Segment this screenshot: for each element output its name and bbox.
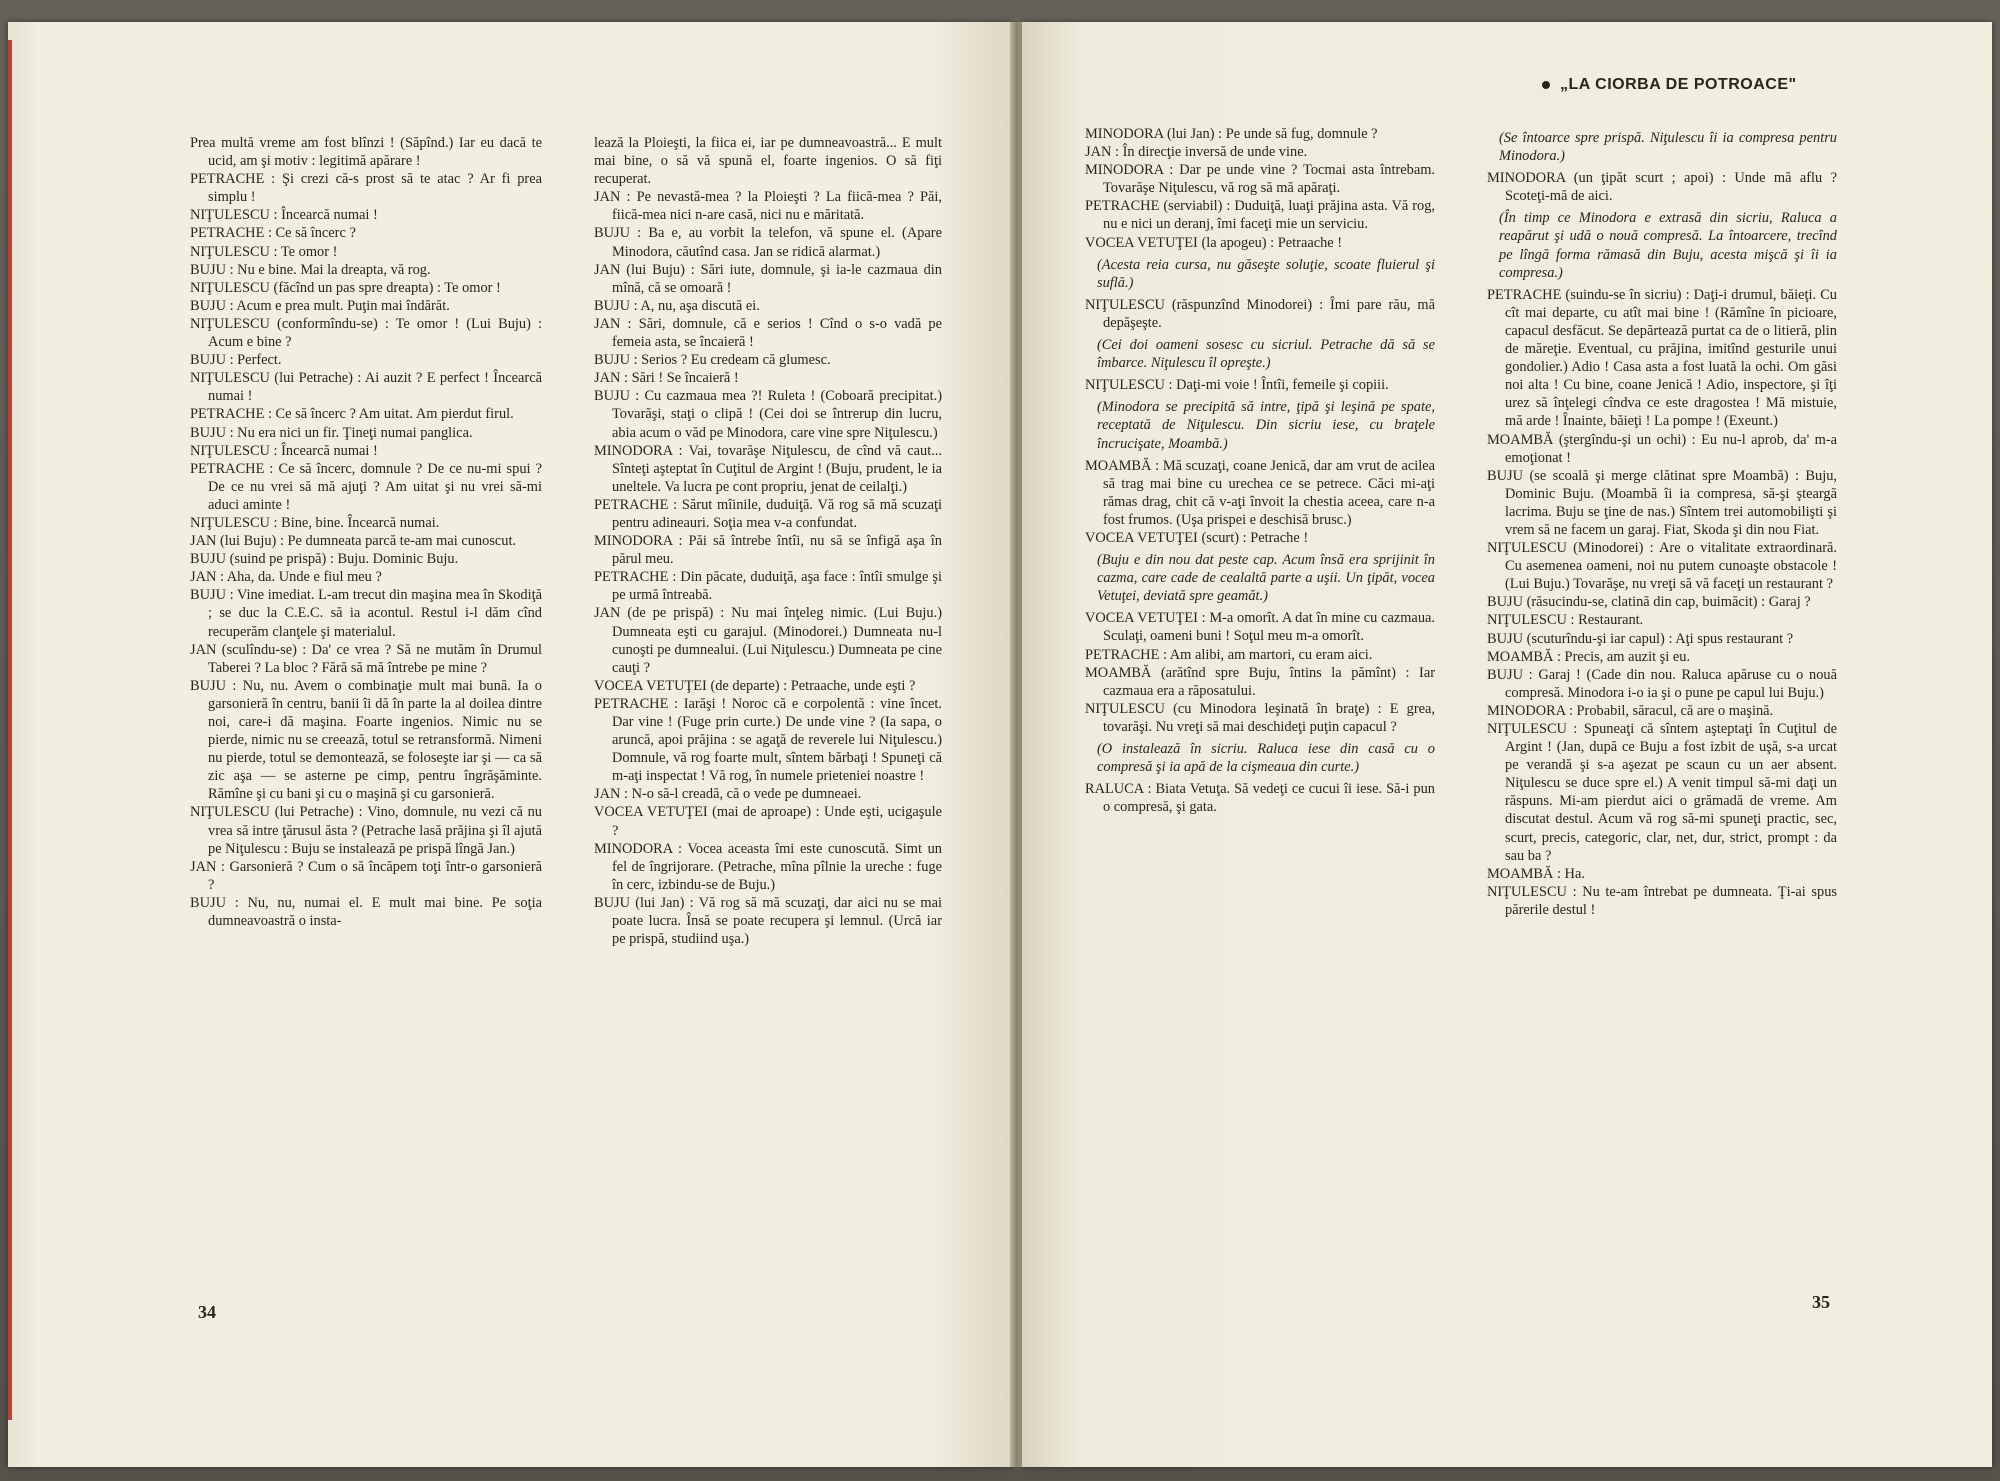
dialogue-line: NIŢULESCU (cu Minodora leşinată în braţe) : E grea, tovarăşi. Nu vreţi să mai deschideţi puţin capacul ? bbox=[1085, 700, 1435, 735]
dialogue-line: BUJU : Acum e prea mult. Puţin mai îndărăt. bbox=[190, 297, 450, 314]
stage-direction: (Acesta reia cursa, nu găseşte soluţie, scoate fluierul şi suflă.) bbox=[1097, 256, 1435, 291]
dialogue-line: BUJU (scuturîndu-şi iar capul) : Aţi spus restaurant ? bbox=[1487, 630, 1794, 647]
stage-direction: (Se întoarce spre prispă. Niţulescu îi ia compresa pentru Minodora.) bbox=[1499, 130, 1837, 165]
dialogue-line: PETRACHE : Din păcate, duduiţă, aşa face : întîi smulge şi pe urmă întreabă. bbox=[594, 569, 942, 604]
dialogue-line: MINODORA : Dar pe unde vine ? Tocmai asta întrebam. Tovarăşe Niţulescu, vă rog să mă apăraţi. bbox=[1085, 162, 1435, 197]
dialogue-line: JAN : Sări ! Se încaieră ! bbox=[594, 370, 739, 387]
dialogue-line: PETRACHE : Iarăşi ! Noroc că e corpolentă : vine încet. Dar vine ! (Fuge prin curte.) De unde vine ? (Ia sapa, o aruncă, apoi prăjina : se agaţă de reverele lui Niţulescu.) Domnule, vă rog foarte mult, sîntem bărbaţi ! Spuneţi că m-aţi inspectat ! Vă rog, în numele prieteniei noastre ! bbox=[594, 695, 942, 785]
dialogue-line: VOCEA VETUŢEI (de departe) : Petraache, unde eşti ? bbox=[594, 677, 916, 694]
dialogue-line: BUJU : Serios ? Eu credeam că glumesc. bbox=[594, 352, 831, 369]
dialogue-line: JAN : N-o să-l creadă, că o vede pe dumneaei. bbox=[594, 786, 862, 803]
dialogue-line: lează la Ploieşti, la fiica ei, iar pe dumneavoastră... E mult mai bine, o să vă spună el, foarte ingenios. O să fiţi recuperat. bbox=[594, 135, 942, 188]
dialogue-line: JAN (sculîndu-se) : Da' ce vrea ? Să ne mutăm în Drumul Taberei ? La bloc ? Fără să mă întrebe pe mine ? bbox=[190, 641, 542, 676]
dialogue-line: PETRACHE : Am alibi, am martori, cu eram aici. bbox=[1085, 646, 1373, 663]
dialogue-line: BUJU : Vine imediat. L-am trecut din maşina mea în Skodiţă ; se duc la C.E.C. să ia acontul. Restul i-l dăm cînd recuperăm clanţele şi materialul. bbox=[190, 587, 542, 640]
dialogue-line: BUJU : Nu e bine. Mai la dreapta, vă rog. bbox=[190, 261, 431, 278]
right-column-2 bbox=[1487, 125, 1837, 919]
dialogue-line: MINODORA (lui Jan) : Pe unde să fug, domnule ? bbox=[1085, 126, 1378, 142]
dialogue-line: MOAMBĂ : Ha. bbox=[1487, 865, 1585, 882]
dialogue-line: NIŢULESCU (lui Petrache) : Vino, domnule, nu vezi că nu vrea să intre ţărusul ăsta ? (Petrache lasă prăjina şi îl ajută pe Niţulescu : Buju se instalează pe prispă lîngă Jan.) bbox=[190, 804, 542, 857]
dialogue-line: MINODORA : Vai, tovarăşe Niţulescu, de cînd vă caut... Sînteţi aşteptat în Cuţitul de Argint ! (Buju, prudent, le ia uneltele. Va lucra pe cont propriu, jenat de ceilalţi.) bbox=[594, 442, 942, 495]
dialogue-line: NIŢULESCU : Bine, bine. Încearcă numai. bbox=[190, 514, 440, 531]
dialogue-line: PETRACHE : Ce să încerc ? bbox=[190, 225, 356, 242]
dialogue-line: MINODORA (un ţipăt scurt ; apoi) : Unde mă aflu ? Scoteţi-mă de aici. bbox=[1487, 170, 1837, 205]
dialogue-line: NIŢULESCU (conformîndu-se) : Te omor ! (Lui Buju) : Acum e bine ? bbox=[190, 315, 542, 351]
page-number-left: 34 bbox=[198, 1302, 216, 1322]
dialogue-line: JAN : Pe nevastă-mea ? la Ploieşti ? La fiică-mea ? Păi, fiică-mea nici n-are casă, nici nu e măritată. bbox=[594, 189, 942, 224]
dialogue-line: MOAMBĂ (arătînd spre Buju, întins la pămînt) : Iar cazmaua era a răposatului. bbox=[1085, 664, 1435, 699]
dialogue-line: NIŢULESCU (lui Petrache) : Ai auzit ? E perfect ! Încearcă numai ! bbox=[190, 370, 542, 405]
dialogue-line: NIŢULESCU : Nu te-am întrebat pe dumneata. Ţi-ai spus părerile destul ! bbox=[1487, 883, 1837, 918]
dialogue-line: NIŢULESCU : Spuneaţi că sîntem aşteptaţi în Cuţitul de Argint ! (Jan, după ce Buju a fost izbit de uşă, s-a urcat pe verandă şi s-a aşezat pe scaun cu un aer absent. Niţulescu se duce spre el.) A venit timpul să-mi daţi un răspuns. Mi-am pierdut aici o grămadă de vreme. Am discutat destul. Acum vă rog să-mi spuneţi practic, sec, scurt, precis, categoric, clar, net, dur, strict, prompt : da sau ba ? bbox=[1487, 721, 1837, 864]
dialogue-line: JAN (de pe prispă) : Nu mai înţeleg nimic. (Lui Buju.) Dumneata eşti cu garajul. (Minodorei.) Dumneata nu-l cunoşti pe dumnealui. (Lui Niţulescu.) Dumneata pe cine cauţi ? bbox=[594, 605, 942, 676]
dialogue-line: PETRACHE : Ce să încerc, domnule ? De ce nu-mi spui ? De ce nu vrei să mă ajuţi ? Am uitat şi nu vrei să-mi aduci aminte ! bbox=[190, 460, 542, 513]
dialogue-line: PETRACHE : Ce să încerc ? Am uitat. Am pierdut firul. bbox=[190, 406, 514, 423]
dialogue-line: NIŢULESCU : Daţi-mi voie ! Întîi, femeile şi copiii. bbox=[1085, 377, 1389, 394]
binding-edge bbox=[8, 40, 12, 1420]
dialogue-line: BUJU : Garaj ! (Cade din nou. Raluca apăruse cu o nouă compresă. Minodora i-o ia şi o pune pe capul lui Buju.) bbox=[1487, 666, 1837, 701]
dialogue-line: BUJU : Perfect. bbox=[190, 352, 282, 369]
dialogue-line: VOCEA VETUŢEI (mai de aproape) : Unde eşti, ucigaşule ? bbox=[594, 804, 942, 839]
right-column-1 bbox=[1085, 125, 1435, 816]
dialogue-line: BUJU : Nu era nici un fir. Ţineţi numai panglica. bbox=[190, 424, 473, 441]
bullet-icon bbox=[1542, 81, 1550, 89]
left-column-1 bbox=[190, 134, 542, 930]
dialogue-line: JAN : Garsonieră ? Cum o să încăpem toţi într-o garsonieră ? bbox=[190, 858, 542, 893]
header-title: „LA CIORBA DE POTROACE" bbox=[1560, 76, 1797, 93]
stage-direction: (O instalează în sicriu. Raluca iese din casă cu o compresă şi ia apă de la cişmeaua din curte.) bbox=[1097, 741, 1435, 776]
page-number-right: 35 bbox=[1812, 1292, 1830, 1312]
dialogue-line: BUJU : Ba e, au vorbit la telefon, vă spune el. (Apare Minodora, căutînd casa. Jan se ridică alarmat.) bbox=[594, 225, 942, 260]
dialogue-line: JAN : Sări, domnule, că e serios ! Cînd o s-o vadă pe femeia asta, se încaieră ! bbox=[594, 315, 942, 351]
dialogue-line: JAN : Aha, da. Unde e fiul meu ? bbox=[190, 569, 382, 586]
dialogue-line: BUJU : Cu cazmaua mea ?! Ruleta ! (Coboară precipitat.) Tovarăşi, staţi o clipă ! (Cei doi se întrerup din lucru, abia acum o văd pe Minodora, care vine spre Niţulescu.) bbox=[594, 388, 942, 441]
dialogue-line: NIŢULESCU : Încearcă numai ! bbox=[190, 442, 378, 459]
left-column-2 bbox=[594, 134, 942, 948]
running-header bbox=[1542, 76, 1797, 94]
dialogue-line: NIŢULESCU : Restaurant. bbox=[1487, 612, 1644, 629]
dialogue-line: BUJU : Nu, nu. Avem o combinaţie mult mai bună. Ia o garsonieră în centru, banii îi dă în parte la al doilea dintre noi, care-i dă maşina. Foarte ingenios. Nimic nu se pierde, nimic nu se creează, totul se retransformă. Nimeni nu pierde, totul se demontează, se foloseşte iar şi — ca să zic aşa — se asterne pe cimp, pentru îngrăşăminte. Rămîne şi cu bani şi cu o maşină şi cu garsonieră. bbox=[190, 677, 542, 803]
dialogue-line: NIŢULESCU : Te omor ! bbox=[190, 243, 338, 260]
dialogue-line: JAN (lui Buju) : Pe dumneata parcă te-am mai cunoscut. bbox=[190, 533, 517, 550]
dialogue-line: VOCEA VETUŢEI : M-a omorît. A dat în mine cu cazmaua. Sculaţi, oameni buni ! Soţul meu m-a omorît. bbox=[1085, 610, 1435, 645]
dialogue-line: RALUCA : Biata Vetuţa. Să vedeţi ce cucui îi iese. Să-i pun o compresă, şi gata. bbox=[1085, 781, 1435, 816]
dialogue-line: NIŢULESCU : Încearcă numai ! bbox=[190, 207, 378, 224]
dialogue-line: BUJU (se scoală şi merge clătinat spre Moambă) : Buju, Dominic Buju. (Moambă îi ia compresa, să-şi şteargă lacrima. Buju se ţine de nas.) Sîntem trei automobilişti şi vrem să ne facem un garaj. Fiat, Skoda şi din nou Fiat. bbox=[1487, 467, 1837, 538]
dialogue-line: PETRACHE : Sărut mîinile, duduiţă. Vă rog să mă scuzaţi pentru adineauri. Soţia mea v-a confundat. bbox=[594, 496, 942, 531]
dialogue-line: MOAMBĂ : Precis, am auzit şi eu. bbox=[1487, 648, 1691, 665]
stage-direction: (Buju e din nou dat peste cap. Acum însă era sprijinit în cazma, care cade de cealaltă parte a uşii. Un ţipăt, vocea Vetuţei, deviată spre geamăt.) bbox=[1097, 552, 1435, 605]
dialogue-line: PETRACHE (suindu-se în sicriu) : Daţi-i drumul, băieţi. Cu cît mai departe, cu atît mai bine ! (Rămîne în picioare, capacul desfăcut. Se depărtează purtat ca de o litieră, plin de măreţie. Eventual, cu prăjina, imitînd gesturile unui gondolier.) Adio ! Casa asta a fost luată la ochi. Om găsi noi alta ! Cu bine, coane Jenică ! Adio, inspectore, şi îţi urez să înţelegi cîndva ce este dragostea ! Mă mistuie, mă arde ! Înainte, băieţi ! La pompe ! (Exeunt.) bbox=[1487, 286, 1837, 430]
dialogue-line: BUJU (suind pe prispă) : Buju. Dominic Buju. bbox=[190, 551, 459, 568]
dialogue-line: JAN : În direcţie inversă de unde vine. bbox=[1085, 144, 1308, 161]
dialogue-line: BUJU (răsucindu-se, clatină din cap, buimăcit) : Garaj ? bbox=[1487, 594, 1811, 611]
dialogue-line: BUJU : A, nu, aşa discută ei. bbox=[594, 297, 760, 314]
dialogue-line: JAN (lui Buju) : Sări iute, domnule, şi ia-le cazmaua din mînă, că se omoară ! bbox=[594, 261, 942, 296]
stage-direction: (În timp ce Minodora e extrasă din sicriu, Raluca a reapărut şi udă o nouă compresă. La întoarcere, trecînd pe lîngă forma rămasă din Buju, acesta mişcă şi îi ia compresa.) bbox=[1499, 210, 1837, 281]
dialogue-line: MINODORA : Păi să întrebe întîi, nu să se înfigă aşa în părul meu. bbox=[594, 533, 942, 568]
dialogue-line: NIŢULESCU (răspunzînd Minodorei) : Îmi pare rău, mă depăşeşte. bbox=[1085, 296, 1435, 331]
dialogue-line: VOCEA VETUŢEI (la apogeu) : Petraache ! bbox=[1085, 234, 1343, 251]
dialogue-line: PETRACHE : Şi crezi că-s prost să te atac ? Ar fi prea simplu ! bbox=[190, 171, 542, 206]
dialogue-line: MOAMBĂ (ştergîndu-şi un ochi) : Eu nu-l aprob, da' m-a emoţionat ! bbox=[1487, 431, 1837, 466]
dialogue-line: MOAMBĂ : Mă scuzaţi, coane Jenică, dar am vrut de acilea să trag mai bine cu urechea ce se petrece. Căci mi-aţi rămas drag, chit că v-aţi învoit la chestia aceea, care n-a fost frumos. (Uşa prispei e deschisă brusc.) bbox=[1085, 457, 1435, 528]
dialogue-line: NIŢULESCU (făcînd un pas spre dreapta) : Te omor ! bbox=[190, 279, 501, 296]
dialogue-line: MINODORA : Probabil, săracul, că are o maşină. bbox=[1487, 702, 1774, 719]
stage-direction: (Cei doi oameni sosesc cu sicriul. Petrache dă să se îmbarce. Niţulescu îl opreşte.) bbox=[1097, 337, 1435, 372]
dialogue-line: NIŢULESCU (Minodorei) : Are o vitalitate extraordinară. Cu asemenea oameni, noi nu putem cunoaşte obstacole ! (Lui Buju.) Tovarăşe, nu vreţi să vă faceţi un restaurant ? bbox=[1487, 540, 1837, 593]
dialogue-line: BUJU : Nu, nu, numai el. E mult mai bine. Pe soţia dumneavoastră o insta- bbox=[190, 894, 542, 930]
dialogue-line: Prea multă vreme am fost blînzi ! (Săpînd.) Iar eu dacă te ucid, am şi motiv : legitimă apărare ! bbox=[190, 135, 542, 170]
stage-direction: (Minodora se precipită să intre, ţipă şi leşină pe spate, receptată de Niţulescu. Din sicriu iese, cu braţele încrucişate, Moambă.) bbox=[1097, 399, 1435, 452]
dialogue-line: MINODORA : Vocea aceasta îmi este cunoscută. Simt un fel de îngrijorare. (Petrache, mîna pîlnie la ureche : fuge în cerc, izbindu-se de Buju.) bbox=[594, 840, 942, 893]
dialogue-line: BUJU (lui Jan) : Vă rog să mă scuzaţi, dar aici nu se mai poate lucra. Însă se poate recupera şi lemnul. (Urcă iar pe prispă, studiind uşa.) bbox=[594, 894, 942, 948]
dialogue-line: PETRACHE (serviabil) : Duduiţă, luaţi prăjina asta. Vă rog, nu e nici un deranj, îmi faceţi mie un serviciu. bbox=[1085, 198, 1435, 233]
dialogue-line: VOCEA VETUŢEI (scurt) : Petrache ! bbox=[1085, 529, 1309, 546]
